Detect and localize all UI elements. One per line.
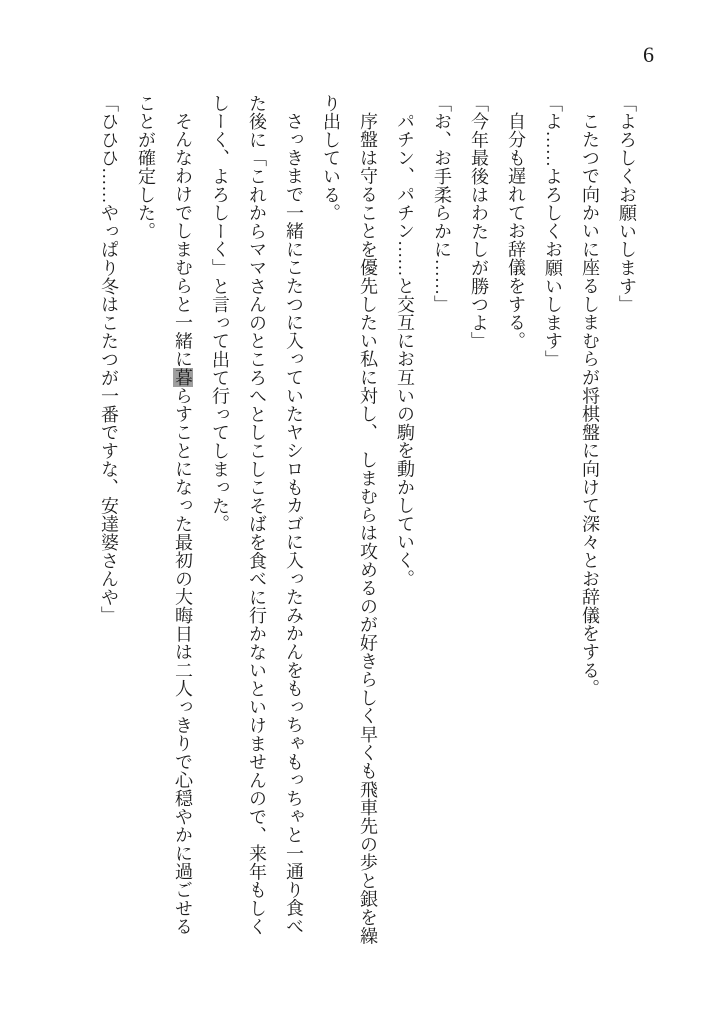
paragraph-narrative: 序盤は守ることを優先したい私に対し、 しまむらは攻めるのが好きらしく早くも飛車先の歩と銀を繰り出している。	[321, 94, 378, 945]
paragraph-narrative: そんなわけでしまむらと一緒に暮らすことになった最初の大晦日は二人っきりで心穏やかに過ごせることが確定した。	[136, 94, 193, 936]
paragraph-narrative: パチン、パチン……と交互にお互いの駒を動かしていく。	[395, 112, 415, 588]
paragraph-narrative: さっきまで一緒にこたつに入っていたヤシロもカゴに入ったみかんをもっちゃもっちゃと一通り食べた後に「これからママさんのところへとしこしこそばを食べに行かないといけませんので、来年もしくしーく、よろしーく」と言って出て行ってしまった。	[210, 94, 304, 936]
text-area	[83, 94, 645, 946]
page-number: 6	[643, 42, 654, 67]
paragraph-narrative: 自分も遅れてお辞儀をする。	[506, 112, 526, 350]
scan-artifact-highlight: 暮	[173, 368, 193, 387]
paragraph-narrative: こたつで向かいに座るしまむらが将棋盤に向けて深々とお辞儀をする。	[580, 112, 600, 698]
paragraph-dialogue: 「今年最後はわたしが勝つよ」	[469, 94, 489, 351]
paragraph-dialogue: 「よろしくお願いします」	[617, 94, 637, 314]
paragraph-dialogue: 「お、お手柔らかに……」	[432, 94, 452, 314]
paragraph-dialogue: 「よ……よろしくお願いします」	[543, 94, 563, 369]
paragraph-dialogue: 「ひひひ……やっぱり冬はこたつが一番ですな、安達婆さんや」	[99, 94, 119, 625]
